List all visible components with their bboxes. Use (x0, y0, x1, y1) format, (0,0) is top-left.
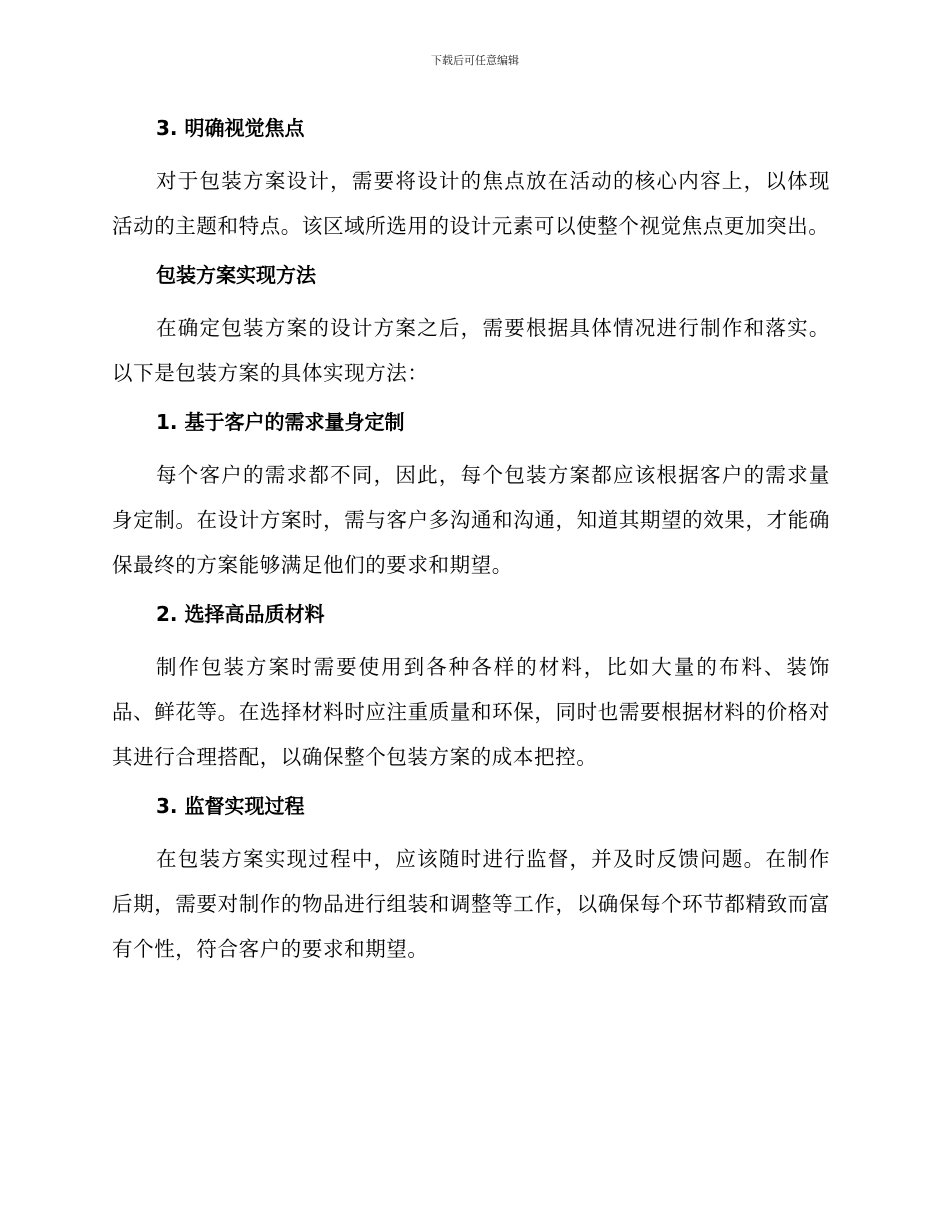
section-paragraph: 在确定包装方案的设计方案之后，需要根据具体情况进行制作和落实。以下是包装方案的具体实现方法： (112, 316, 830, 385)
section-paragraph: 对于包装方案设计，需要将设计的焦点放在活动的核心内容上，以体现活动的主题和特点。该区域所选用的设计元素可以使整个视觉焦点更加突出。 (112, 169, 830, 238)
section-heading: 3. 监督实现过程 (156, 794, 305, 818)
section-heading: 1. 基于客户的需求量身定制 (156, 410, 405, 434)
page-header: 下载后可任意编辑 (431, 54, 519, 67)
section-heading: 3. 明确视觉焦点 (156, 116, 305, 140)
section-paragraph: 制作包装方案时需要使用到各种各样的材料，比如大量的布料、装饰品、鲜花等。在选择材料时应注重质量和环保，同时也需要根据材料的价格对其进行合理搭配，以确保整个包装方案的成本把控。 (112, 655, 830, 769)
section-heading: 2. 选择高品质材料 (156, 602, 325, 626)
section-heading: 包装方案实现方法 (156, 263, 316, 287)
section-paragraph: 在包装方案实现过程中，应该随时进行监督，并及时反馈问题。在制作后期，需要对制作的物品进行组装和调整等工作，以确保每个环节都精致而富有个性，符合客户的要求和期望。 (112, 847, 830, 961)
document-body (112, 111, 830, 972)
section-paragraph: 每个客户的需求都不同，因此，每个包装方案都应该根据客户的需求量身定制。在设计方案时，需与客户多沟通和沟通，知道其期望的效果，才能确保最终的方案能够满足他们的要求和期望。 (112, 463, 830, 577)
